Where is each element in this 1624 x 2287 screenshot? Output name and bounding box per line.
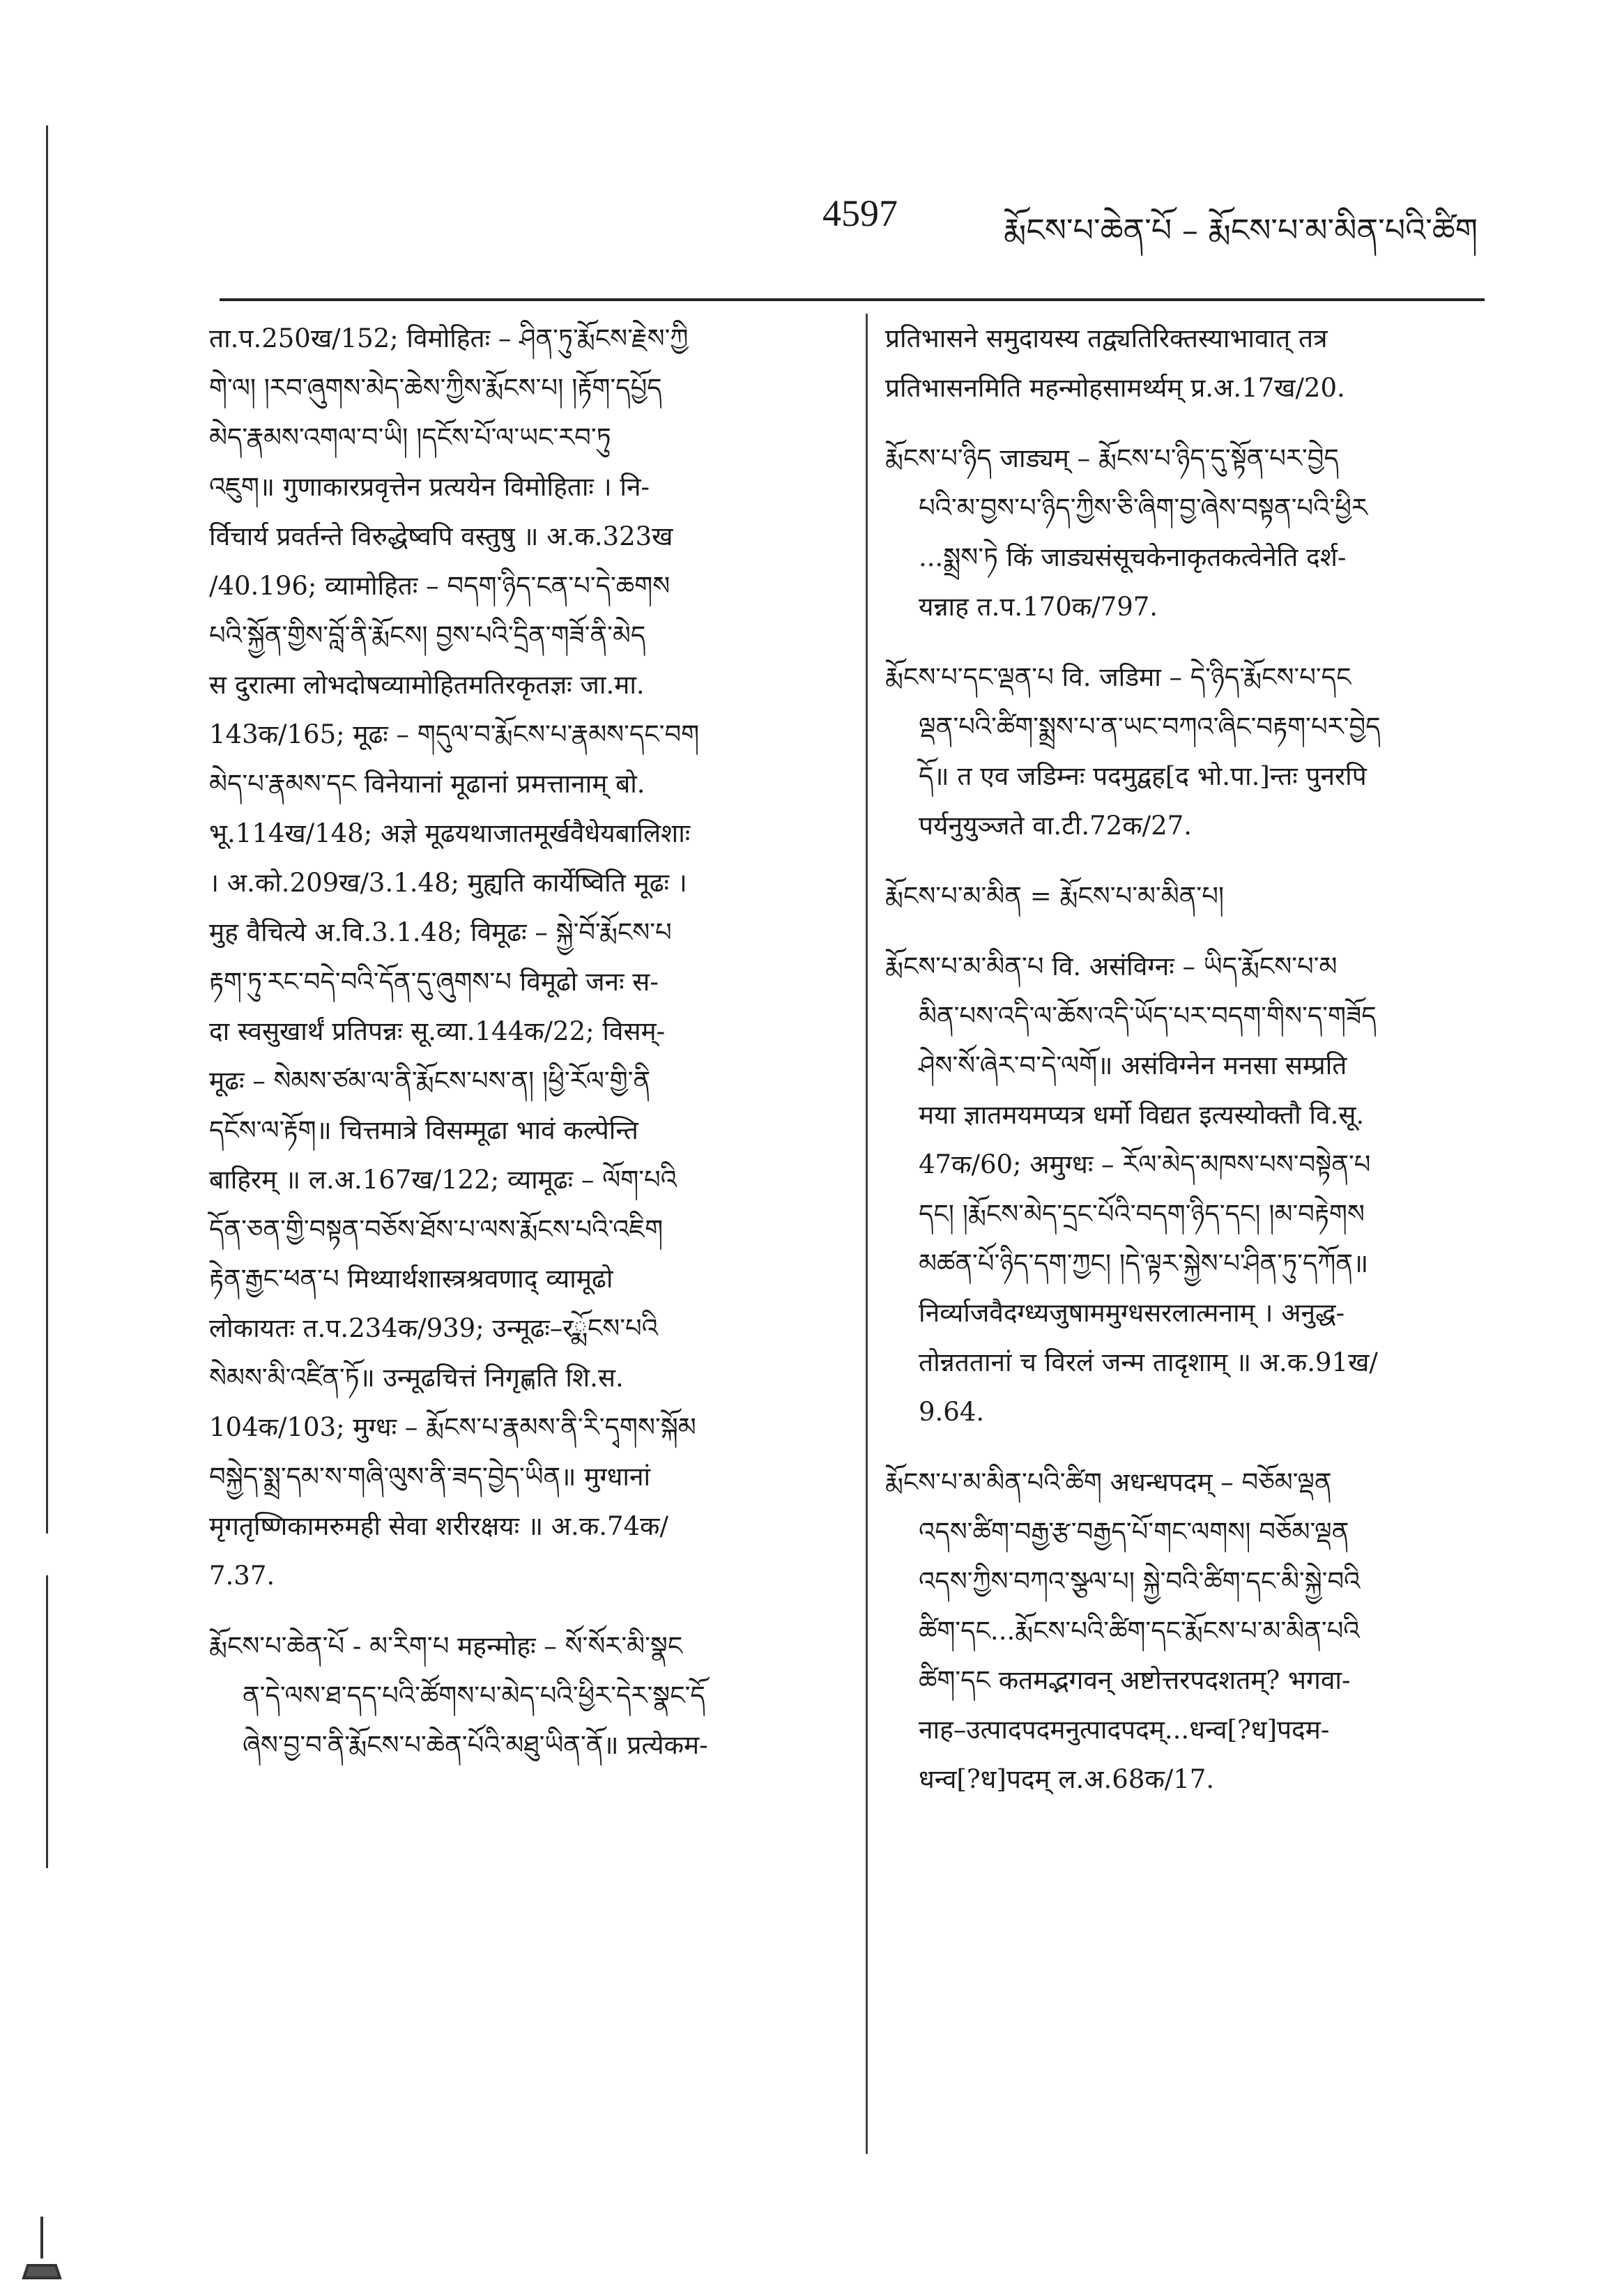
entry-line: དོ॥ त एव जडिम्नः पदमुद्वह[द भो.पा.]न्तः पुनरपि [919,761,1367,791]
entry-line: རྨོངས་པ་ཆེན་པོ - མ་རིག་པ महन्मोहः – སོ་སོར་མི་སྣང [209,1631,683,1661]
entry-line: 143क/165; मूढः – གདུལ་བ་རྨོངས་པ་རྣམས་དང་བག [209,719,700,749]
right-column [885,314,1492,1825]
entry-line: འཇུག॥ गुणाकारप्रवृत्तेन प्रत्ययेन विमोहिताः । नि- [209,472,650,502]
entry-line: लोकायतः त.प.234क/939; उन्मूढः–रྨོངས་པའི [209,1313,659,1343]
column-divider [866,314,868,2154]
entry-line: མེད་པ་རྣམས་དང विनेयानां मूढानां प्रमत्तानाम् बो. [209,769,645,799]
entry-line: र्विचार्य प्रवर्तन्ते विरुद्धेष्वपि वस्तुषु ॥ अ.क.323ख [209,521,673,551]
entry-line: གེ་ལ། །རབ་ཞུགས་མེད་ཆེས་ཀྱིས་རྨོངས་པ། །རྟོག་དཔྱོད [209,373,662,403]
dictionary-entry [885,314,1492,413]
entry-line: /40.196; व्यामोहितः – བདག་ཉིད་ངན་པ་དེ་ཆགས [209,571,671,601]
header-rule [220,298,1485,301]
dictionary-entry [209,314,822,1600]
entry-line: ཚིག་དང कतमद्भगवन् अष्टोत्तरपदशतम्? भगवा- [919,1665,1351,1695]
entry-line: པའི་མ་བྱས་པ་ཉིད་ཀྱིས་ཅི་ཞིག་བྱ་ཞེས་བསྟན་པའི་ཕྱིར [919,493,1368,523]
left-margin-line [46,1575,48,1868]
entry-line: 47क/60; अमुग्धः – རོལ་མེད་མཁས་པས་བསྟེན་པ [919,1149,1371,1179]
entry-line: རྨོངས་པ་དང་ལྡན་པ वि. जडिमा – དེ་ཉིད་རྨོངས་པ་དང [885,662,1351,692]
entry-line: རྨོངས་པ་མ་མིན = རྨོངས་པ་མ་མིན་པ། [885,881,1225,911]
entry-line: འདས་ཚིག་བརྒྱ་རྩ་བརྒྱད་པོ་གང་ལགས། བཅོམ་ལྡན [919,1517,1349,1547]
page-number: 4597 [822,192,898,234]
entry-line: यन्नाह त.प.170क/797. [919,592,1158,622]
left-column [209,314,822,1791]
entry-line: मूढः – སེམས་ཙམ་ལ་ནི་རྨོངས་པས་ན། །ཕྱི་རོལ་གྱི་ནི [209,1066,651,1096]
binding-mark [21,2217,63,2279]
entry-line: པའི་སྐྱོན་གྱིས་བློ་ནི་རྨོངས། བྱས་པའི་དྲིན་གཟོ་ནི་མེད [209,620,646,650]
entry-line: སེམས་མི་འཛིན་ཏོ॥ उन्मूढचित्तं निगृह्णति शि.स. [209,1363,624,1393]
running-head: རྨོངས་པ་ཆེན་པོ – རྨོངས་པ་མ་མིན་པའི་ཚིག [1004,211,1478,249]
entry-line: རྨོངས་པ་མ་མིན་པ वि. असंविग्नः – ཡིད་རྨོངས་པ་མ [885,951,1338,981]
left-margin-line [46,125,48,1533]
entry-line: दा स्वसुखार्थं प्रतिपन्नः सू.व्या.144क/22; विसम्- [209,1016,666,1046]
entry-line: भू.114ख/148; अज्ञे मूढयथाजातमूर्खवैधेयबालिशाः [209,818,691,848]
entry-line: རྟག་ཏུ་རང་བདེ་བའི་དོན་དུ་ཞུགས་པ विमूढो जनः स- [209,967,659,997]
entry-line: निर्व्याजवैदग्ध्यजुषाममुग्धसरलात्मनाम् । अनुद्ध- [919,1298,1345,1328]
entry-line: མིན་པས་འདི་ལ་ཆོས་འདི་ཡོད་པར་བདག་གིས་ད་གཟོད [919,1001,1377,1031]
entry-line: མཚན་པོ་ཉིད་དག་ཀྱང། །དེ་ལྟར་སྐྱེས་པ་ཤིན་ཏུ་དཀོན॥ [919,1248,1369,1278]
entry-line: मृगतृष्णिकामरुमही सेवा शरीरक्षयः ॥ अ.क.74क/ [209,1511,668,1541]
entry-line: མེད་རྣམས་འགལ་བ་ཡི། །དངོས་པོ་ལ་ཡང་རབ་ཏུ [209,422,611,452]
dictionary-entry [209,1621,822,1770]
entry-line: तोन्नततानां च विरलं जन्म तादृशाम् ॥ अ.क.91ख/ [919,1347,1378,1377]
entry-line: 7.37. [209,1561,275,1591]
entry-line: ལྡན་པའི་ཚིག་སྨྲས་པ་ན་ཡང་བཀའ་ཞིང་བརྟག་པར་བྱེད [919,712,1381,742]
entry-line: ན་དེ་ལས་ཐ་དད་པའི་ཚོགས་པ་མེད་པའི་ཕྱིར་དེར་སྣང་དོ [243,1681,705,1711]
entry-line: । अ.को.209ख/3.1.48; मुह्यति कार्येष्विति मूढः । [209,868,687,898]
dictionary-entry [885,1458,1492,1804]
entry-line: ཤེས་སོ་ཞེར་བ་དེ་ལགོ॥ असंविग्नेन मनसा सम्प्रति [919,1050,1347,1080]
entry-line: 104क/103; मुग्धः – རྨོངས་པ་རྣམས་ནི་རི་དྭགས་སྐོམ [209,1412,696,1442]
entry-line: पर्यनुयुञ्जते वा.टी.72क/27. [919,811,1192,841]
dictionary-entry [885,942,1492,1437]
entry-line: རྟེན་རྒྱང་ཕན་པ मिथ्यार्थशास्त्रश्रवणाद् व्यामूढो [209,1264,613,1294]
entry-line: དོན་ཅན་གྱི་བསྟན་བཅོས་ཐོས་པ་ལས་རྨོངས་པའི་འཇིག [209,1214,664,1244]
entry-line: དང། །རྨོངས་མེད་དྲང་པོའི་བདག་ཉིད་དང། །མ་བརྟེགས [919,1199,1365,1229]
entry-line: धन्व[?ध]पदम् ल.अ.68क/17. [919,1764,1215,1794]
entry-line: རྨོངས་པ་ཉིད जाड्यम् – རྨོངས་པ་ཉིད་དུ་སྟོན་པར་བྱེད [885,443,1339,473]
entry-line: मया ज्ञातमयमप्यत्र धर्मो विद्यत इत्यस्योक्तौ वि.सू. [919,1100,1365,1130]
entry-line: प्रतिभासने समुदायस्य तद्व्यतिरिक्तस्याभावात् तत्र [885,323,1328,353]
entry-line: प्रतिभासनमिति महन्मोहसामर्थ्यम् प्र.अ.17ख/20. [885,373,1345,403]
entry-line: स दुरात्मा लोभदोषव्यामोहितमतिरकृतज्ञः जा.मा. [209,670,645,700]
entry-line: नाह–उत्पादपदमनुत्पादपदम्...धन्व[?ध]पदम- [919,1715,1330,1745]
entry-line: 9.64. [919,1397,985,1427]
entry-line: དངོས་ལ་རྟོག॥ चित्तमात्रे विसम्मूढा भावं कल्पेन्ति [209,1115,638,1145]
entry-line: འདས་ཀྱིས་བཀའ་སྩལ་པ། སྐྱེ་བའི་ཚིག་དང་མི་སྐྱེ་བའི [919,1566,1361,1596]
entry-line: བསྐྱེད་སྨྲ་དམ་ས་གཞི་ལུས་ནི་ཟད་བྱེད་ཡིན॥ मुग्धानां [209,1462,651,1492]
entry-line: ཚིག་དང...རྨོངས་པའི་ཚིག་དང་རྨོངས་པ་མ་མིན་པའི [919,1616,1360,1646]
entry-line: ता.प.250ख/152; विमोहितः – ཤིན་ཏུ་རྨོངས་རྗེས་ཀྱི [209,323,689,353]
dictionary-entry [885,434,1492,632]
entry-line: ...སྨྲས་ཏེ किं जाड्यसंसूचकेनाकृतकत्वेनेति दर्श- [919,542,1347,572]
entry-line: मुह वैचित्ये अ.वि.3.1.48; विमूढः – སྐྱེ་བོ་རྨོངས་པ [209,917,672,947]
dictionary-entry [885,652,1492,850]
entry-line: बाहिरम् ॥ ल.अ.167ख/122; व्यामूढः – ལོག་པའི [209,1165,677,1195]
dictionary-entry [885,871,1492,921]
entry-line: ཞེས་བྱ་བ་ནི་རྨོངས་པ་ཆེན་པོའི་མཐུ་ཡིན་ནོ॥ प्रत्येकम- [243,1730,708,1760]
entry-line: རྨོངས་པ་མ་མིན་པའི་ཚིག अधन्धपदम् – བཅོམ་ལྡན [885,1467,1332,1497]
